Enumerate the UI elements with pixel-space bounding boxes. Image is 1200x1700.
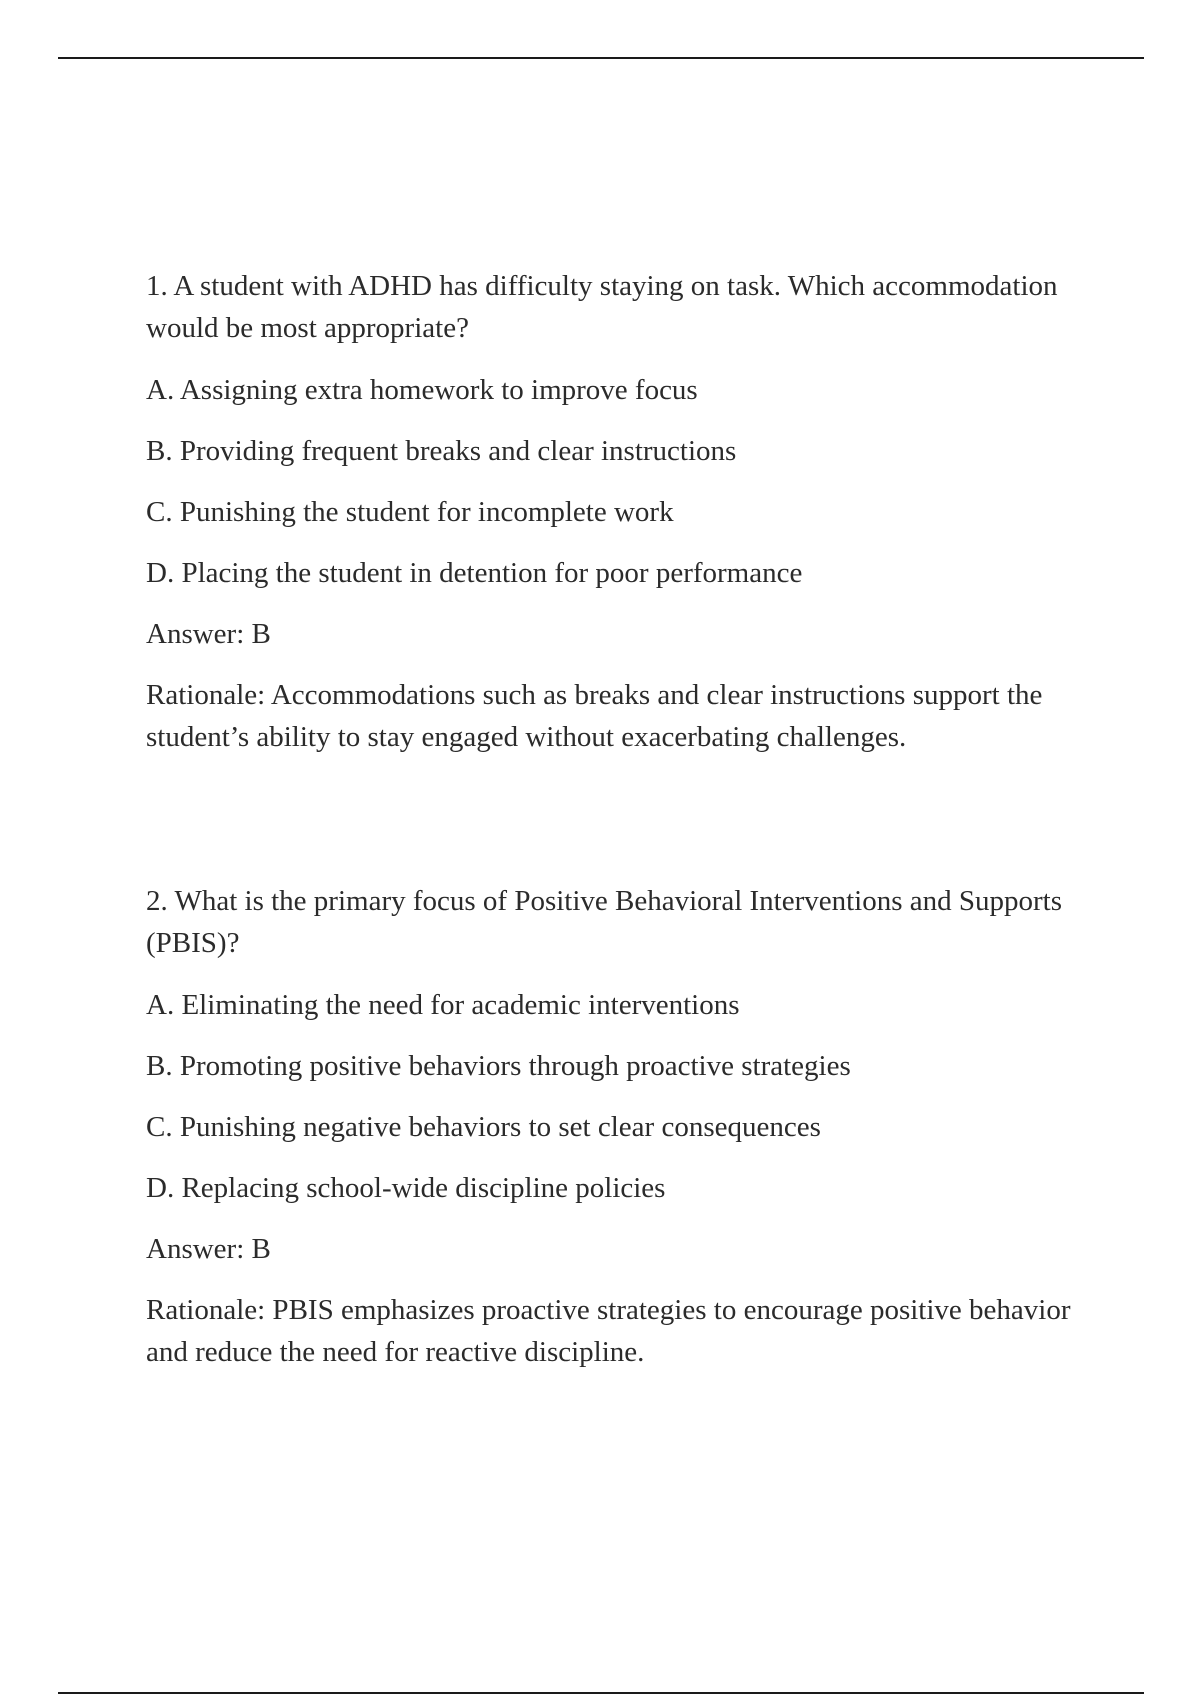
answer-option-d: D. Placing the student in detention for poor performance xyxy=(146,557,803,589)
answer-key: Answer: B xyxy=(146,1233,271,1265)
answer-option-a: A. Assigning extra homework to improve focus xyxy=(146,374,698,406)
question-prompt: 1. A student with ADHD has difficulty staying on task. Which accommodation would be most appropriate? xyxy=(146,270,1058,344)
answer-option-a: A. Eliminating the need for academic interventions xyxy=(146,989,740,1021)
answer-option-b: B. Providing frequent breaks and clear instructions xyxy=(146,435,737,467)
footer-rule xyxy=(58,1692,1144,1694)
rationale-text: Rationale: Accommodations such as breaks and clear instructions support the student’s ability to stay engaged without exacerbating challenges. xyxy=(146,679,1043,753)
header-rule xyxy=(58,57,1144,59)
answer-option-d: D. Replacing school-wide discipline policies xyxy=(146,1172,666,1204)
question-block-2 xyxy=(146,880,1086,1373)
question-block-1 xyxy=(146,265,1086,758)
answer-option-b: B. Promoting positive behaviors through proactive strategies xyxy=(146,1050,851,1082)
answer-option-c: C. Punishing negative behaviors to set clear consequences xyxy=(146,1111,821,1143)
answer-key: Answer: B xyxy=(146,618,271,650)
rationale-text: Rationale: PBIS emphasizes proactive strategies to encourage positive behavior and reduce the need for reactive discipline. xyxy=(146,1294,1071,1368)
answer-option-c: C. Punishing the student for incomplete work xyxy=(146,496,674,528)
question-prompt: 2. What is the primary focus of Positive Behavioral Interventions and Supports (PBIS)? xyxy=(146,885,1063,959)
